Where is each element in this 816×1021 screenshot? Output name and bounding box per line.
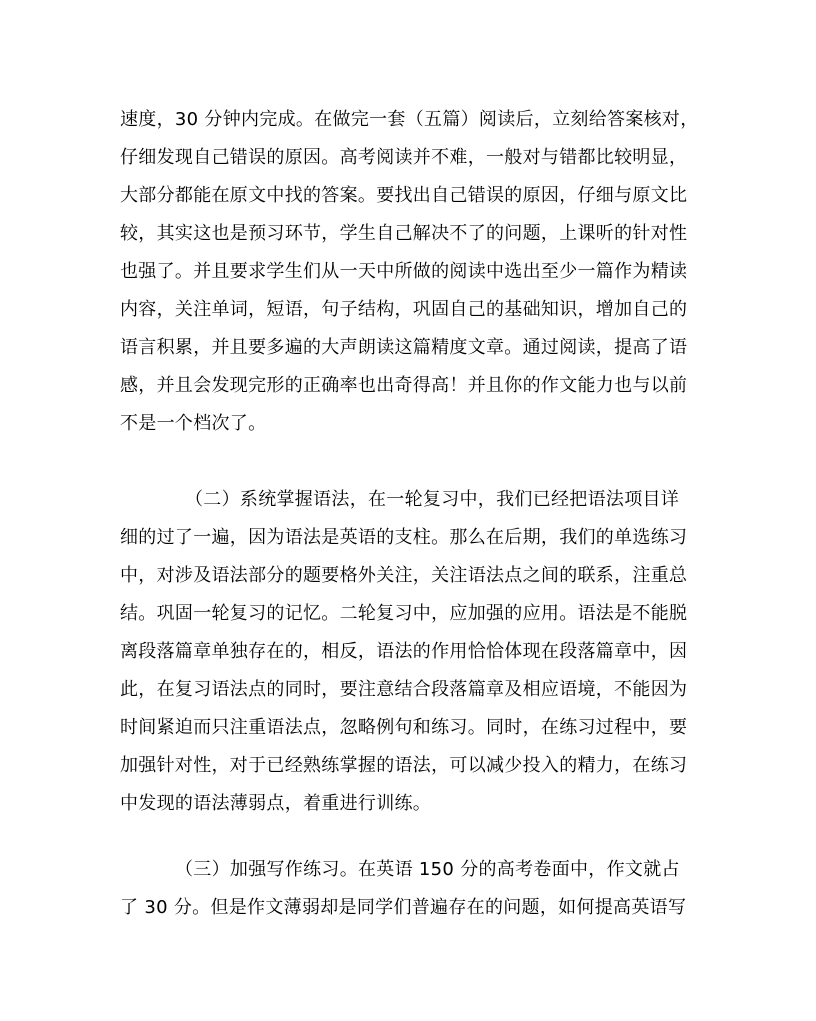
- text-line: 时间紧迫而只注重语法点，忽略例句和练习。同时，在练习过程中，要: [120, 717, 688, 738]
- text-line: 较，其实这也是预习环节，学生自己解决不了的问题，上课听的针对性: [120, 223, 688, 244]
- text-line: 结。巩固一轮复习的记忆。二轮复习中，应加强的应用。语法是不能脱: [120, 603, 688, 624]
- text-line: 中发现的语法薄弱点，着重进行训练。: [120, 793, 432, 814]
- text-line: 离段落篇章单独存在的，相反，语法的作用恰恰体现在段落篇章中，因: [120, 641, 688, 662]
- text-line: 加强针对性，对于已经熟练掌握的语法，可以减少投入的精力，在练习: [120, 755, 688, 776]
- text-line: 速度，30 分钟内完成。在做完一套（五篇）阅读后，立刻给答案核对，: [120, 109, 699, 130]
- text-line: 感，并且会发现完形的正确率也出奇得高！并且你的作文能力也与以前: [120, 375, 688, 396]
- paragraph-heading-line: （二）系统掌握语法，在一轮复习中，我们已经把语法项目详: [185, 489, 680, 510]
- text-line: 不是一个档次了。: [120, 413, 267, 434]
- text-line: 了 30 分。但是作文薄弱却是同学们普遍存在的问题，如何提高英语写: [120, 897, 687, 918]
- text-line: 大部分都能在原文中找的答案。要找出自己错误的原因，仔细与原文比: [120, 185, 688, 206]
- text-line: 内容，关注单词，短语，句子结构，巩固自己的基础知识，增加自己的: [120, 299, 688, 320]
- text-line: 细的过了一遍，因为语法是英语的支柱。那么在后期，我们的单选练习: [120, 527, 688, 548]
- text-line: 此，在复习语法点的同时，要注意结合段落篇章及相应语境，不能因为: [120, 679, 688, 700]
- text-line: 也强了。并且要求学生们从一天中所做的阅读中选出至少一篇作为精读: [120, 261, 688, 282]
- text-line: 中，对涉及语法部分的题要格外关注，关注语法点之间的联系，注重总: [120, 565, 688, 586]
- text-line: 语言积累，并且要多遍的大声朗读这篇精度文章。通过阅读，提高了语: [120, 337, 688, 358]
- paragraph-heading-line: （三）加强写作练习。在英语 150 分的高考卷面中，作文就占: [175, 859, 680, 880]
- text-line: 仔细发现自己错误的原因。高考阅读并不难，一般对与错都比较明显，: [120, 147, 688, 168]
